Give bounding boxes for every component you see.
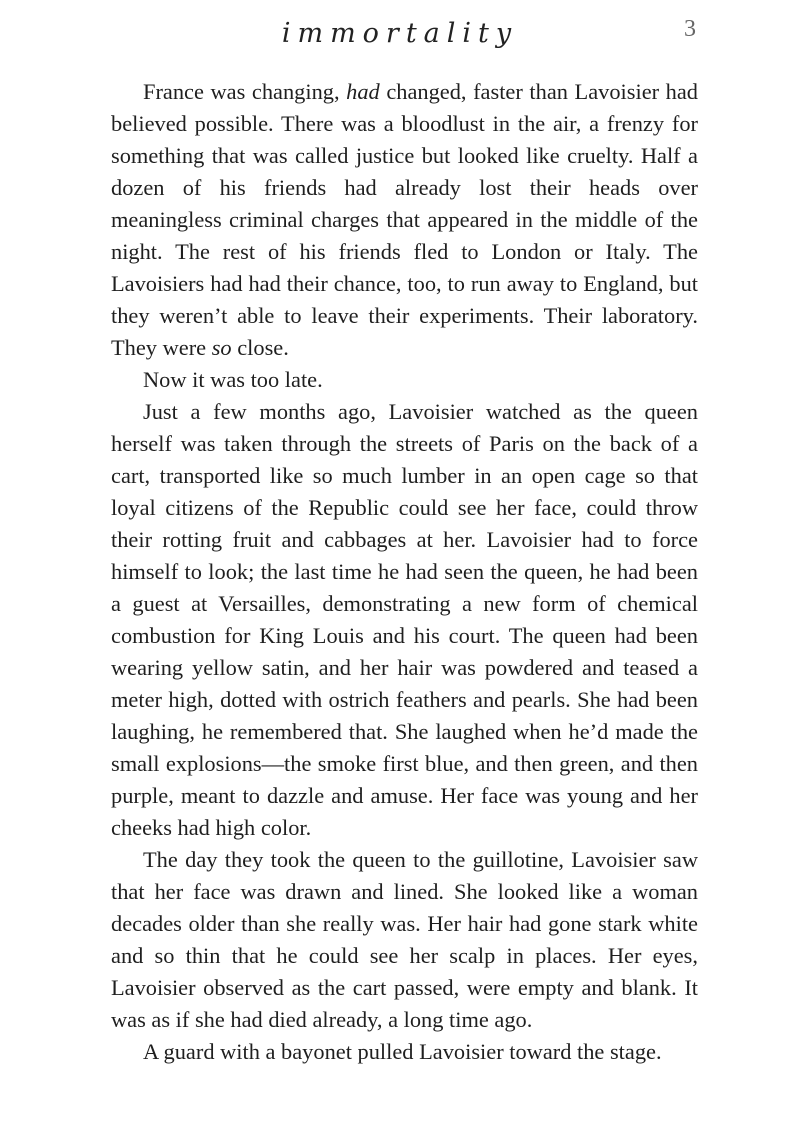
paragraph-1 <box>111 76 698 364</box>
paragraph-4: The day they took the queen to the guillotine, Lavoisier saw that her face was drawn and lined. She looked like a woman decades older than she really was. Her hair had gone stark white and so thin that he could see her scalp in places. Her eyes, Lavoisier observed as the cart passed, were empty and blank. It was as if she had died already, a long time ago. <box>111 847 698 1032</box>
body-text <box>111 76 698 1068</box>
book-title: immortality <box>281 18 519 49</box>
running-head <box>0 14 800 54</box>
paragraph-1-emphasis: had <box>346 79 380 104</box>
paragraph-5: A guard with a bayonet pulled Lavoisier toward the stage. <box>143 1039 662 1064</box>
paragraph-1-mid: changed, faster than Lavoisier had believed possible. There was a bloodlust in the air, a frenzy for something that was called justice but looked like cruelty. Half a dozen of his friends had already lost their heads over meaningless criminal charges that appeared in the middle of the night. The rest of his friends fled to London or Italy. The Lavoisiers had had their chance, too, to run away to England, but they weren’t able to leave their experiments. Their laboratory. They were <box>111 79 698 360</box>
paragraph-2: Now it was too late. <box>143 367 323 392</box>
paragraph-1-pre: France was changing, <box>143 79 347 104</box>
page-number: 3 <box>684 16 696 42</box>
paragraph-3: Just a few months ago, Lavoisier watched as the queen herself was taken through the streets of Paris on the back of a cart, transported like so much lumber in an open cage so that loyal citizens of the Republic could see her face, could throw their rotting fruit and cabbages at her. Lavoisier had to force himself to look; the last time he had seen the queen, he had been a guest at Versailles, demonstrating a new form of chemical combustion for King Louis and his court. The queen had been wearing yellow satin, and her hair was powdered and teased a meter high, dotted with ostrich feathers and pearls. She had been laughing, he remembered that. She laughed when he’d made the small explosions—the smoke first blue, and then green, and then purple, meant to dazzle and amuse. Her face was young and her cheeks had high color. <box>111 399 698 840</box>
paragraph-1-post: close. <box>231 335 289 360</box>
paragraph-1-emphasis-2: so <box>211 335 232 360</box>
